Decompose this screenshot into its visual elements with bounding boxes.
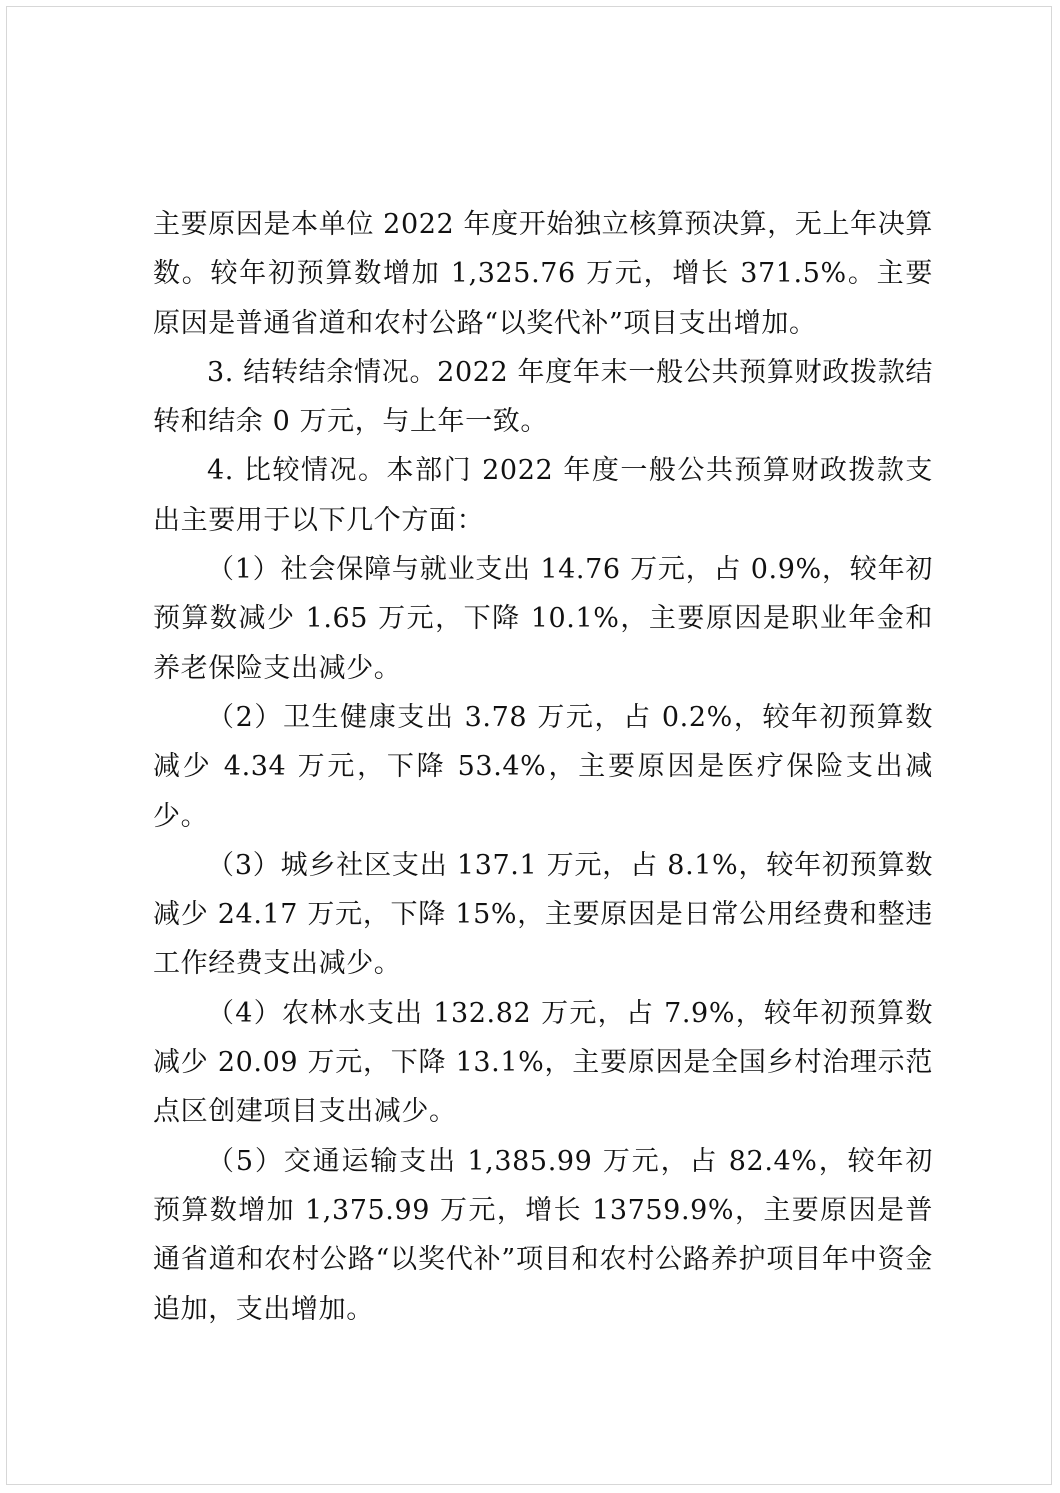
paragraph-agriculture: （4）农林水支出 132.82 万元，占 7.9%，较年初预算数减少 20.09 万元，下降 13.1%，主要原因是全国乡村治理示范点区创建项目支出减少。	[153, 997, 933, 1128]
paragraph-urban-rural: （3）城乡社区支出 137.1 万元，占 8.1%，较年初预算数减少 24.17 万元，下降 15%，主要原因是日常公用经费和整违工作经费支出减少。	[153, 849, 933, 980]
document-page	[6, 6, 1052, 1485]
paragraph-comparison-intro: 4. 比较情况。本部门 2022 年度一般公共预算财政拨款支出主要用于以下几个方面：	[153, 455, 933, 536]
paragraph-carryover-balance: 3. 结转结余情况。2022 年度年末一般公共预算财政拨款结转和结余 0 万元，与上年一致。	[153, 356, 933, 438]
paragraph-social-security: （1）社会保障与就业支出 14.76 万元，占 0.9%，较年初预算数减少 1.65 万元，下降 10.1%，主要原因是职业年金和养老保险支出减少。	[153, 554, 933, 684]
document-body	[153, 200, 933, 1334]
paragraph-transport: （5）交通运输支出 1,385.99 万元，占 82.4%，较年初预算数增加 1,375.99 万元，增长 13759.9%，主要原因是普通省道和农村公路“以奖代补”项目和农村公路养护项目年中资金追加，支出增加。	[153, 1145, 933, 1325]
paragraph-expenditure-reason: 主要原因是本单位 2022 年度开始独立核算预决算，无上年决算数。较年初预算数增加 1,325.76 万元，增长 371.5%。主要原因是普通省道和农村公路“以奖代补”项目支出增加。	[153, 209, 933, 339]
paragraph-health: （2）卫生健康支出 3.78 万元，占 0.2%，较年初预算数减少 4.34 万元，下降 53.4%，主要原因是医疗保险支出减少。	[153, 701, 933, 832]
